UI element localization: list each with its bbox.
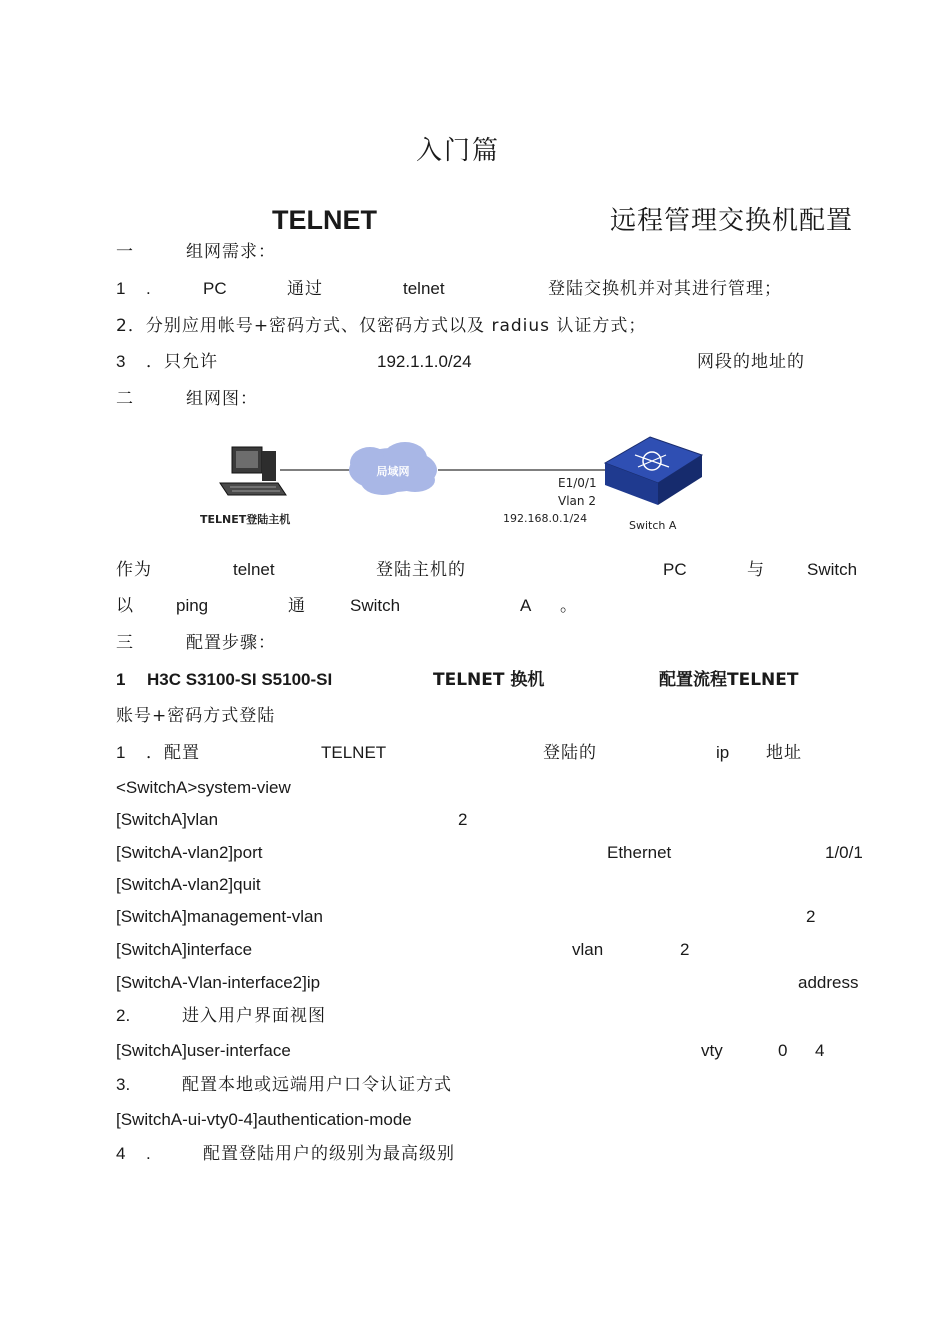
text-fragment: 通: [288, 596, 306, 616]
text-fragment: telnet: [403, 279, 445, 298]
computer-icon: [220, 447, 286, 495]
text-fragment: telnet: [233, 560, 275, 579]
list-number: 1: [116, 279, 126, 298]
section-label: 组网需求：: [186, 242, 276, 262]
text-fragment: 进入用户界面视图: [182, 1006, 326, 1026]
requirement-2: 2．分别应用帐号+密码方式、仅密码方式以及 radius 认证方式；: [116, 316, 647, 336]
command-line: [SwitchA-Vlan-interface2]ip: [116, 973, 321, 992]
text-fragment: ．配置: [146, 743, 200, 763]
text-fragment: 以: [116, 596, 134, 616]
text-fragment: A: [520, 596, 532, 615]
text-fragment: 配置本地或远端用户口令认证方式: [182, 1075, 452, 1095]
vlan-label: Vlan 2: [558, 494, 596, 508]
command-line: [SwitchA-vlan2]quit: [116, 875, 261, 894]
subheading: 账号+密码方式登陆: [116, 706, 276, 726]
command-arg: 4: [815, 1041, 825, 1060]
text-fragment: PC: [203, 279, 227, 298]
ip-label: 192.168.0.1/24: [503, 512, 588, 525]
command-line: [SwitchA-vlan2]port: [116, 843, 263, 862]
ip-range: 192.1.1.0/24: [377, 352, 472, 371]
list-dot: .: [146, 279, 151, 298]
section-label: 组网图：: [186, 389, 258, 409]
list-number: 1: [116, 743, 126, 762]
section-number: 一: [116, 242, 134, 262]
command-arg: 0: [778, 1041, 788, 1060]
heading-remote-config: 远程管理交换机配置: [610, 206, 854, 236]
list-number: 4: [116, 1144, 126, 1163]
command-arg: 2: [458, 810, 468, 829]
list-number: 3: [116, 352, 126, 371]
text-fragment: ip: [716, 743, 730, 762]
network-diagram: [180, 425, 720, 540]
text-fragment: 登陆的: [543, 743, 597, 763]
cloud-label: 局域网: [376, 465, 410, 478]
command-line: <SwitchA>system-view: [116, 778, 291, 797]
text-fragment: 地址: [766, 743, 802, 763]
text-fragment: ping: [176, 596, 209, 615]
text-fragment: PC: [663, 560, 687, 579]
list-number: 1: [116, 670, 126, 689]
section-number: 二: [116, 389, 134, 409]
text-fragment: 通过: [287, 279, 323, 299]
text-fragment: TELNET 换机: [433, 670, 545, 690]
text-fragment: 作为: [116, 560, 152, 580]
command-arg: 1/0/1: [825, 843, 863, 862]
command-arg: address: [798, 973, 859, 992]
list-dot: .: [146, 1144, 151, 1163]
command-arg: vlan: [572, 940, 604, 959]
text-fragment: TELNET: [321, 743, 387, 762]
command-arg: vty: [701, 1041, 723, 1060]
section-label: 配置步骤：: [186, 633, 276, 653]
list-number: 3.: [116, 1075, 131, 1094]
text-fragment: Switch: [350, 596, 401, 615]
command-arg: 2: [806, 907, 816, 926]
heading-telnet: TELNET: [272, 205, 377, 235]
text-fragment: 登陆主机的: [376, 560, 466, 580]
section-number: 三: [116, 633, 134, 653]
list-number: 2.: [116, 1006, 131, 1025]
text-fragment: 登陆交换机并对其进行管理；: [548, 279, 782, 299]
text-fragment: ．只允许: [146, 352, 218, 372]
text-fragment: H3C S3100-SI S5100-SI: [147, 670, 333, 689]
port-label: E1/0/1: [558, 476, 597, 490]
switch-label: Switch A: [629, 519, 677, 532]
command-line: [SwitchA]interface: [116, 940, 253, 959]
page-title: 入门篇: [416, 136, 501, 166]
text-fragment: 。: [560, 596, 578, 616]
command-line: [SwitchA-ui-vty0-4]authentication-mode: [116, 1110, 412, 1129]
text-fragment: 网段的地址的: [697, 352, 805, 372]
command-line: [SwitchA]user-interface: [116, 1041, 291, 1060]
text-fragment: 配置登陆用户的级别为最高级别: [203, 1144, 455, 1164]
command-arg: Ethernet: [607, 843, 672, 862]
switch-icon: [605, 437, 702, 505]
text-fragment: 与: [747, 560, 765, 580]
command-arg: 2: [680, 940, 690, 959]
text-fragment: Switch: [807, 560, 858, 579]
command-line: [SwitchA]management-vlan: [116, 907, 323, 926]
text-fragment: 配置流程TELNET: [659, 670, 799, 690]
command-line: [SwitchA]vlan: [116, 810, 219, 829]
host-label: TELNET登陆主机: [200, 513, 291, 526]
